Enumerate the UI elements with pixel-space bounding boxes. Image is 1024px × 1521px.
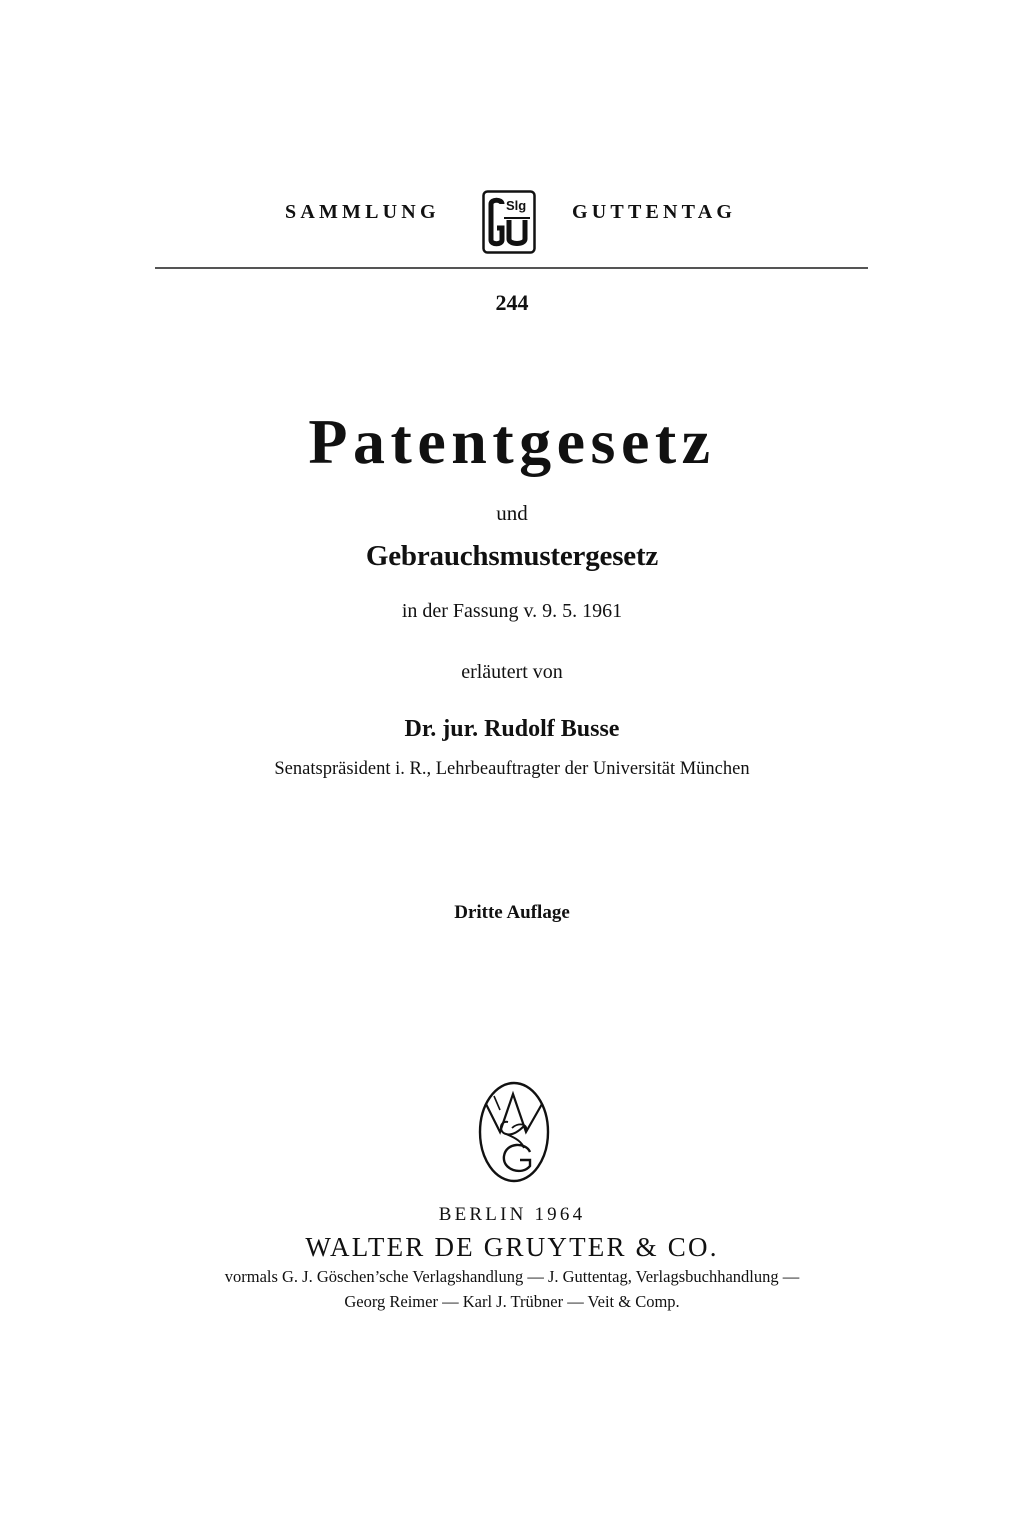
series-name-left: SAMMLUNG (285, 201, 440, 223)
guttentag-series-logo-icon (482, 190, 536, 254)
author-position: Senatspräsident i. R., Lehrbeauftragter der Universität München (274, 759, 750, 779)
publisher-monogram-icon (476, 1080, 552, 1184)
title-conjunction: und (496, 501, 528, 525)
publication-place-year: BERLIN 1964 (438, 1204, 586, 1225)
main-title: Patentgesetz (308, 406, 716, 477)
author-name: Dr. jur. Rudolf Busse (404, 716, 620, 742)
header-rule (155, 267, 868, 269)
law-version: in der Fassung v. 9. 5. 1961 (401, 600, 623, 622)
series-number: 244 (495, 290, 529, 315)
edition-label: Dritte Auflage (454, 902, 570, 923)
explained-by-label: erläutert von (461, 661, 563, 683)
sub-title: Gebrauchsmustergesetz (365, 540, 659, 572)
series-name-right: GUTTENTAG (572, 201, 737, 223)
svg-text:Slg: Slg (506, 198, 527, 213)
publisher-former-names-line-1: vormals G. J. Göschen’sche Verlagshandlung — J. Guttentag, Verlagsbuchhandlung — (224, 1267, 800, 1286)
publisher-name: WALTER DE GRUYTER & CO. (305, 1232, 719, 1262)
publisher-former-names-line-2: Georg Reimer — Karl J. Trübner — Veit & Comp. (344, 1292, 680, 1311)
